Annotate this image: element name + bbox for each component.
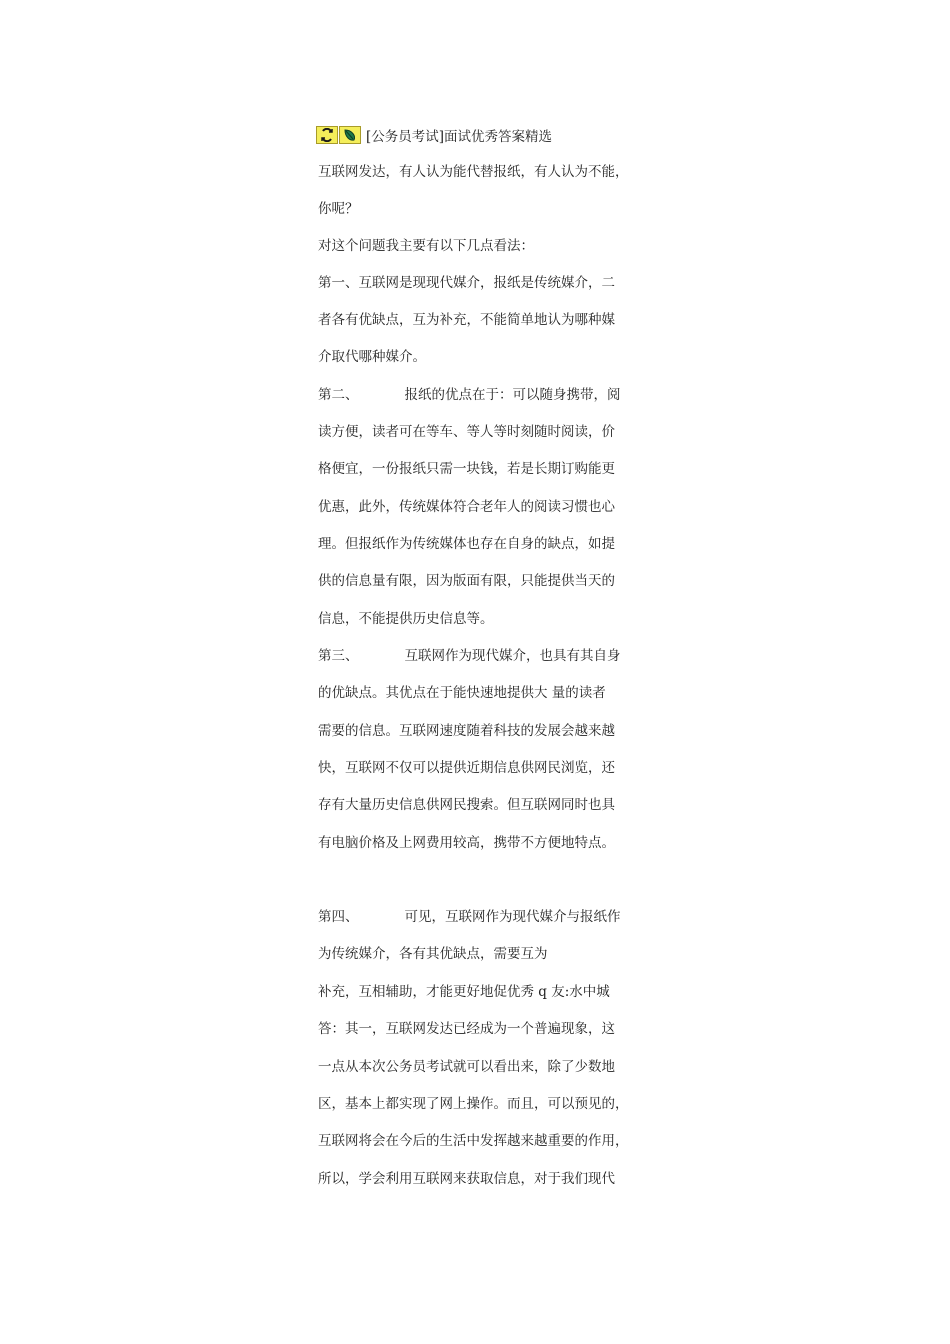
document-title: [公务员考试]面试优秀答案精选 [366,129,553,145]
body-line: 一点从本次公务员考试就可以看出来，除了少数地 [318,1059,615,1075]
body-line: 答：其一，互联网发达已经成为一个普遍现象，这 [318,1021,615,1037]
body-line: 优惠，此外，传统媒体符合老年人的阅读习惯也心 [318,499,615,515]
body-line: 快，互联网不仅可以提供近期信息供网民浏览，还 [318,760,615,776]
body-line: 者各有优缺点，互为补充，不能简单地认为哪种媒 [318,312,615,328]
refresh-icon[interactable] [316,126,338,144]
document-title-row [316,124,552,146]
body-line: 互联网发达，有人认为能代替报纸，有人认为不能， [318,164,629,180]
body-line: 供的信息量有限，因为版面有限，只能提供当天的 [318,573,615,589]
body-line: 对这个问题我主要有以下几点看法： [318,238,534,254]
body-line: 存有大量历史信息供网民搜索。但互联网同时也具 [318,797,615,813]
point-text: 报纸的优点在于：可以随身携带，阅 [404,387,621,403]
body-line: 读方便，读者可在等车、等人等时刻随时阅读，价 [318,424,615,440]
point-line [318,646,621,666]
body-line: 你呢？ [318,201,359,217]
body-line: 补充，互相辅助，才能更好地促优秀 q 友:水中城 [318,984,610,1000]
body-line: 有电脑价格及上网费用较高，携带不方便地特点。 [318,835,615,851]
point-text: 互联网作为现代媒介，也具有其自身 [404,648,621,664]
body-line: 所以，学会利用互联网来获取信息，对于我们现代 [318,1171,615,1187]
body-line: 需要的信息。互联网速度随着科技的发展会越来越 [318,723,615,739]
body-line: 区，基本上都实现了网上操作。而且，可以预见的， [318,1096,629,1112]
point-line [318,385,621,405]
body-line: 的优缺点。其优点在于能快速地提供大 量的读者 [318,685,606,701]
point-line [318,907,621,927]
body-line: 介取代哪种媒介。 [318,349,426,365]
leaf-icon[interactable] [339,126,361,144]
body-line: 理。但报纸作为传统媒体也存在自身的缺点，如提 [318,536,615,552]
body-line: 信息，不能提供历史信息等。 [318,611,494,627]
body-line: 互联网将会在今后的生活中发挥越来越重要的作用， [318,1133,629,1149]
point-label: 第二、 [318,387,359,403]
body-line: 格便宜，一份报纸只需一块钱，若是长期订购能更 [318,461,615,477]
point-text: 可见，互联网作为现代媒介与报纸作 [404,909,621,925]
point-label: 第三、 [318,648,359,664]
point-label: 第四、 [318,909,359,925]
body-line: 第一、互联网是现现代媒介，报纸是传统媒介，二 [318,275,615,291]
body-line: 为传统媒介，各有其优缺点，需要互为 [318,946,548,962]
